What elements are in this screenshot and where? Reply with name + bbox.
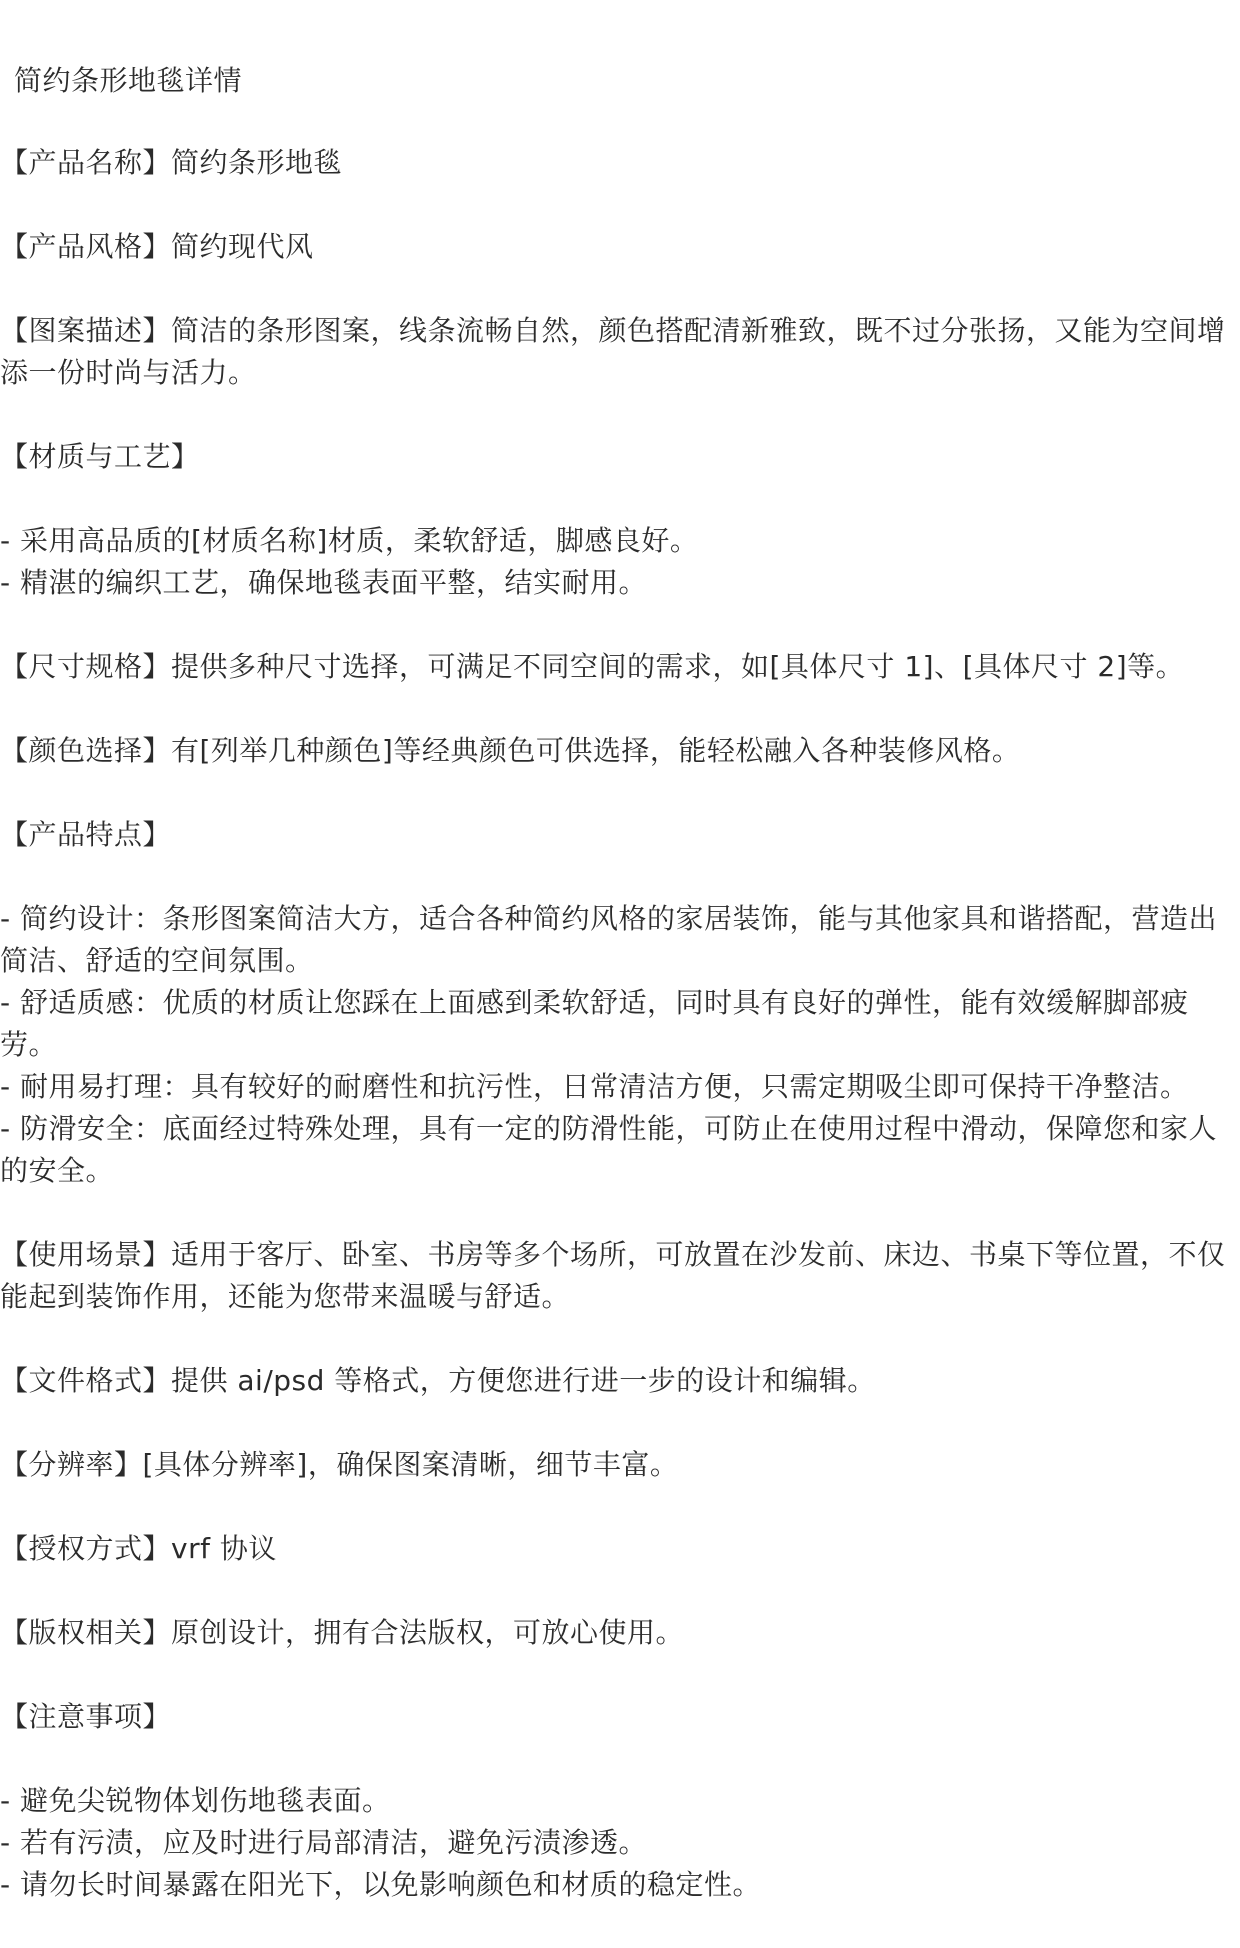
paragraph-text: 【注意事项】 [0,1700,172,1733]
section-paragraph [0,1444,1232,1486]
section-paragraph [0,730,1232,772]
list-item: - 避免尖锐物体划伤地毯表面。 [0,1784,391,1817]
section-paragraph [0,1612,1232,1654]
paragraph-text: 【颜色选择】有[列举几种颜色]等经典颜色可供选择，能轻松融入各种装修风格。 [0,734,1021,767]
paragraph-text: 【产品特点】 [0,818,172,851]
bullet-list [0,1780,1232,1906]
bullet-list [0,520,1232,604]
paragraph-text: 【材质与工艺】 [0,440,200,473]
page-title: 简约条形地毯详情 [14,64,243,97]
list-item: - 采用高品质的[材质名称]材质，柔软舒适，脚感良好。 [0,524,699,557]
paragraph-text: 【版权相关】原创设计，拥有合法版权，可放心使用。 [0,1616,685,1649]
section-paragraph [0,1528,1232,1570]
section-paragraph [0,646,1232,688]
section-paragraph [0,1696,1232,1738]
list-item: - 舒适质感：优质的材质让您踩在上面感到柔软舒适，同时具有良好的弹性，能有效缓解脚部疲劳。 [0,986,1189,1061]
list-item: - 耐用易打理：具有较好的耐磨性和抗污性，日常清洁方便，只需定期吸尘即可保持干净整洁。 [0,1070,1189,1103]
list-item: - 简约设计：条形图案简洁大方，适合各种简约风格的家居装饰，能与其他家具和谐搭配，营造出简洁、舒适的空间氛围。 [0,902,1218,977]
paragraph-text: 【使用场景】适用于客厅、卧室、书房等多个场所，可放置在沙发前、床边、书桌下等位置，不仅能起到装饰作用，还能为您带来温暖与舒适。 [0,1238,1226,1313]
section-list [0,142,1232,1906]
paragraph-text: 【分辨率】[具体分辨率]，确保图案清晰，细节丰富。 [0,1448,679,1481]
section-paragraph [0,814,1232,856]
list-item: - 若有污渍，应及时进行局部清洁，避免污渍渗透。 [0,1826,648,1859]
bullet-list [0,898,1232,1192]
document-body [0,60,1232,1948]
list-item: - 防滑安全：底面经过特殊处理，具有一定的防滑性能，可防止在使用过程中滑动，保障您和家人的安全。 [0,1112,1218,1187]
section-paragraph [0,436,1232,478]
paragraph-text: 【图案描述】简洁的条形图案，线条流畅自然，颜色搭配清新雅致，既不过分张扬，又能为空间增添一份时尚与活力。 [0,314,1226,389]
section-paragraph [0,142,1232,184]
paragraph-text: 【文件格式】提供 ai/psd 等格式，方便您进行进一步的设计和编辑。 [0,1364,876,1397]
paragraph-text: 【产品名称】简约条形地毯 [0,146,343,179]
section-paragraph [0,226,1232,268]
paragraph-text: 【产品风格】简约现代风 [0,230,314,263]
list-item: - 精湛的编织工艺，确保地毯表面平整，结实耐用。 [0,566,648,599]
section-paragraph [0,310,1232,394]
list-item: - 请勿长时间暴露在阳光下，以免影响颜色和材质的稳定性。 [0,1868,762,1901]
paragraph-text: 【尺寸规格】提供多种尺寸选择，可满足不同空间的需求，如[具体尺寸 1]、[具体尺寸 2]等。 [0,650,1185,683]
section-paragraph [0,1234,1232,1318]
section-paragraph [0,1360,1232,1402]
paragraph-text: 【授权方式】vrf 协议 [0,1532,277,1565]
